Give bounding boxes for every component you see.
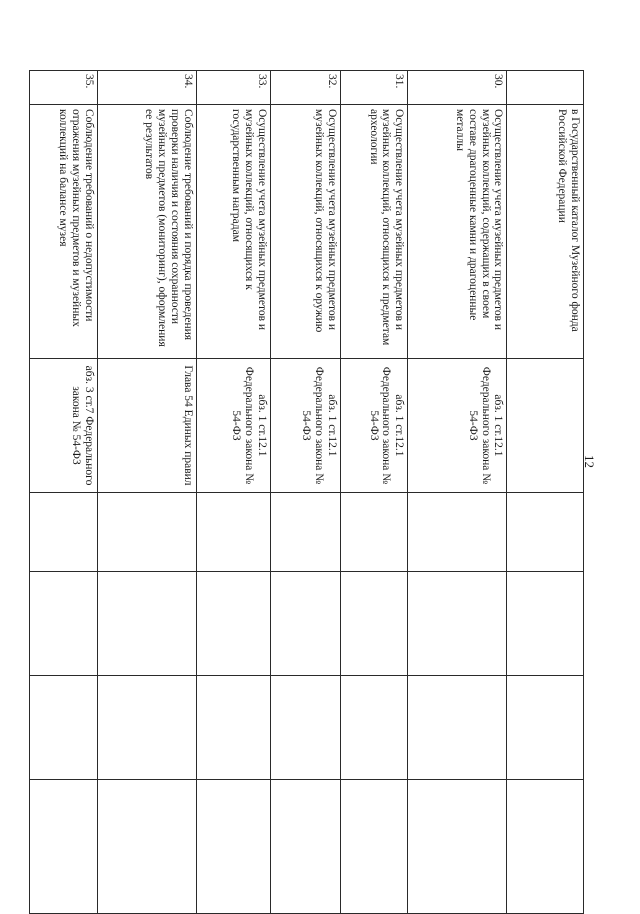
empty-cell [30,493,98,572]
empty-cell [507,780,584,914]
empty-cell [97,572,196,676]
legal-reference: абз. 1 ст.12.1 Федерального закона № 54-ФЗ [408,359,507,493]
checklist-table [29,70,584,914]
legal-reference: абз. 1 ст.12.1 Федерального закона № 54-ФЗ [271,359,341,493]
row-number: 32. [271,71,341,105]
empty-cell [340,780,408,914]
empty-cell [340,493,408,572]
table-row [271,71,341,914]
empty-cell [196,493,270,572]
empty-cell [97,493,196,572]
empty-cell [340,572,408,676]
requirement-description: Соблюдение требований и порядка проведения проверки наличия и состояния сохранности музейных предметов (мониторинг), оформления ее результатов [97,105,196,359]
table-row [340,71,408,914]
table-row [196,71,270,914]
empty-cell [408,676,507,780]
empty-cell [507,676,584,780]
empty-cell [30,780,98,914]
legal-reference: абз. 1 ст.12.1 Федерального закона № 54-ФЗ [196,359,270,493]
page-number: 12 [582,455,597,468]
empty-cell [507,572,584,676]
requirement-description: Осуществление учета музейных предметов и музейных коллекций, содержащих в своем составе драгоценные камни и драгоценные металлы [408,105,507,359]
empty-cell [271,493,341,572]
empty-cell [507,493,584,572]
legal-reference: Глава 54 Единых правил [97,359,196,493]
legal-reference: абз. 3 ст.7 Федерального закона № 54-ФЗ [30,359,98,493]
empty-cell [30,572,98,676]
row-number: 34. [97,71,196,105]
row-number [507,71,584,105]
table-row [30,71,98,914]
row-number: 35. [30,71,98,105]
legal-reference: абз. 1 ст.12.1 Федерального закона № 54-ФЗ [340,359,408,493]
requirement-description: Осуществление учета музейных предметов и музейных коллекций, относящихся к предметам археологии [340,105,408,359]
requirement-description: в Государственный каталог Музейного фонда Российской Федерации [507,105,584,359]
empty-cell [340,676,408,780]
row-number: 33. [196,71,270,105]
requirement-description: Соблюдение требований о недопустимости отражения музейных предметов и музейных коллекций на балансе музея [30,105,98,359]
empty-cell [196,780,270,914]
requirement-description: Осуществление учета музейных предметов и музейных коллекций, относящихся к государственным наградам [196,105,270,359]
table-row [97,71,196,914]
empty-cell [408,780,507,914]
requirement-description: Осуществление учета музейных предметов и музейных коллекций, относящихся к оружию [271,105,341,359]
row-number: 30. [408,71,507,105]
legal-reference [507,359,584,493]
table-row [507,71,584,914]
empty-cell [97,676,196,780]
empty-cell [408,493,507,572]
empty-cell [271,780,341,914]
rotated-table-container [29,70,584,903]
empty-cell [271,572,341,676]
table-row [408,71,507,914]
empty-cell [30,676,98,780]
row-number: 31. [340,71,408,105]
empty-cell [408,572,507,676]
empty-cell [196,676,270,780]
empty-cell [196,572,270,676]
empty-cell [271,676,341,780]
empty-cell [97,780,196,914]
